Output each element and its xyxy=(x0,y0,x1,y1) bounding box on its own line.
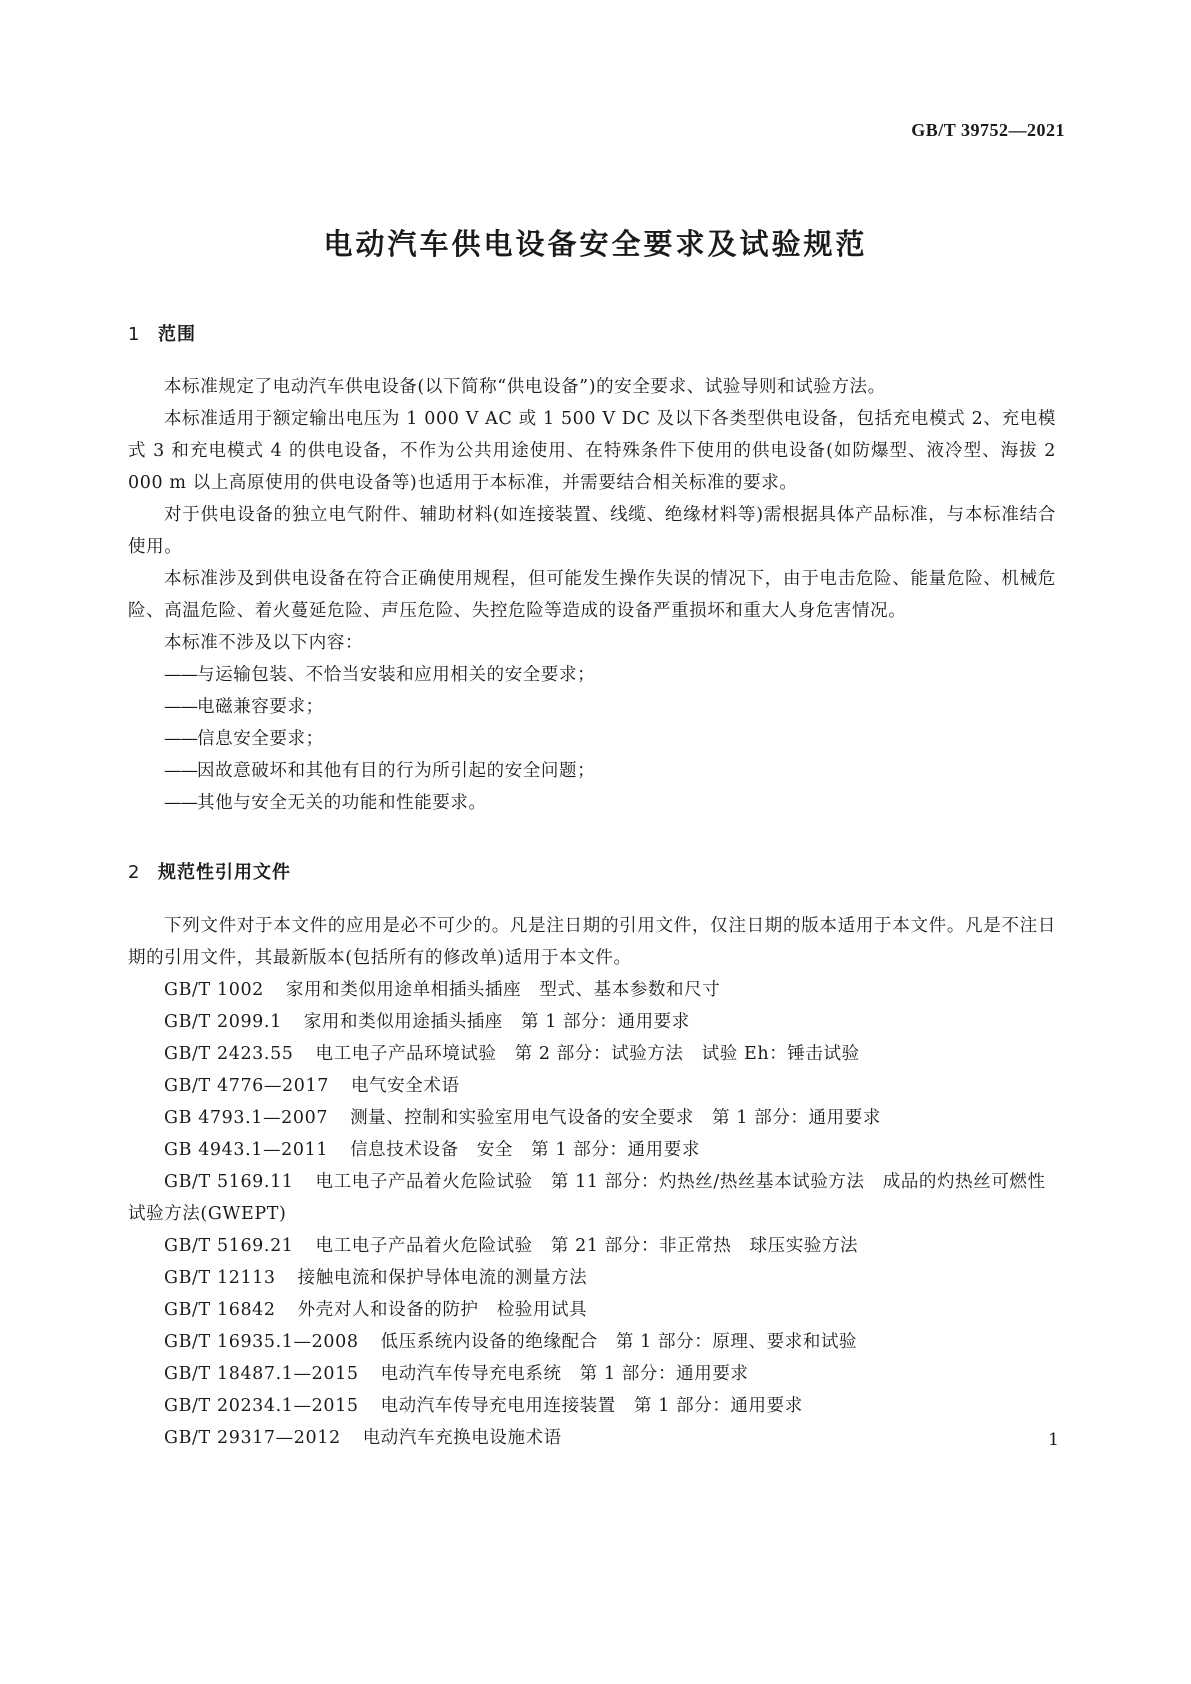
reference-item xyxy=(128,1326,1056,1358)
scope-paragraph: 本标准不涉及以下内容： xyxy=(164,633,364,653)
reference-code: GB/T 16842 xyxy=(164,1300,276,1320)
reference-code: GB/T 5169.11 xyxy=(164,1172,294,1192)
dash-marker: —— xyxy=(164,761,197,781)
reference-title: 家用和类似用途单相插头插座 型式、基本参数和尺寸 xyxy=(285,980,721,1000)
reference-item xyxy=(128,1294,1056,1326)
document-title: 电动汽车供电设备安全要求及试验规范 xyxy=(323,227,868,261)
reference-code: GB/T 29317—2012 xyxy=(164,1428,341,1448)
scope-paragraph: 本标准涉及到供电设备在符合正确使用规程，但可能发生操作失误的情况下，由于电击危险、能量危险、机械危险、高温危险、着火蔓延危险、声压危险、失控危险等造成的设备严重损坏和重大人身危害情况。 xyxy=(128,569,1056,621)
reference-item xyxy=(128,1006,1056,1038)
reference-title: 电动汽车传导充电系统 第 1 部分：通用要求 xyxy=(380,1364,749,1384)
standard-code-header: GB/T 39752—2021 xyxy=(911,120,1065,140)
section-2-content xyxy=(128,910,1056,1454)
exclusion-item xyxy=(128,723,1056,755)
exclusion-text: 其他与安全无关的功能和性能要求。 xyxy=(197,793,487,813)
section-1-content xyxy=(128,371,1056,819)
dash-marker: —— xyxy=(164,729,197,749)
reference-list xyxy=(128,974,1056,1454)
exclusion-item xyxy=(128,659,1056,691)
reference-title: 电动汽车充换电设施术语 xyxy=(362,1428,562,1448)
reference-code: GB/T 4776—2017 xyxy=(164,1076,329,1096)
reference-code: GB/T 2099.1 xyxy=(164,1012,282,1032)
reference-item xyxy=(128,1070,1056,1102)
reference-item xyxy=(128,1038,1056,1070)
reference-item xyxy=(128,1102,1056,1134)
reference-title: 电气安全术语 xyxy=(350,1076,460,1096)
exclusion-text: 因故意破坏和其他有目的行为所引起的安全问题； xyxy=(197,761,596,781)
reference-title: 低压系统内设备的绝缘配合 第 1 部分：原理、要求和试验 xyxy=(380,1332,858,1352)
reference-title: 家用和类似用途插头插座 第 1 部分：通用要求 xyxy=(303,1012,690,1032)
section-1-number: 1 xyxy=(128,324,141,345)
reference-title: 信息技术设备 安全 第 1 部分：通用要求 xyxy=(350,1140,700,1160)
reference-title: 电工电子产品环境试验 第 2 部分：试验方法 试验 Eh：锤击试验 xyxy=(315,1044,860,1064)
reference-item xyxy=(128,1230,1056,1262)
reference-code: GB/T 20234.1—2015 xyxy=(164,1396,359,1416)
reference-code: GB/T 12113 xyxy=(164,1268,276,1288)
reference-item xyxy=(128,1422,1056,1454)
section-2-number: 2 xyxy=(128,862,141,883)
exclusion-item xyxy=(128,691,1056,723)
scope-paragraph: 本标准规定了电动汽车供电设备(以下简称“供电设备”)的安全要求、试验导则和试验方法。 xyxy=(164,377,886,397)
section-2-heading xyxy=(128,858,291,884)
section-1-heading xyxy=(128,320,196,346)
reference-code: GB 4793.1—2007 xyxy=(164,1108,329,1128)
dash-marker: —— xyxy=(164,793,197,813)
reference-title: 接触电流和保护导体电流的测量方法 xyxy=(297,1268,588,1288)
reference-code: GB/T 2423.55 xyxy=(164,1044,294,1064)
reference-title: 电工电子产品着火危险试验 第 11 部分：灼热丝/热丝基本试验方法 成品的灼热丝可燃性试验方法(GWEPT) xyxy=(128,1172,1046,1224)
reference-title: 外壳对人和设备的防护 检验用试具 xyxy=(297,1300,588,1320)
reference-code: GB/T 5169.21 xyxy=(164,1236,294,1256)
reference-item xyxy=(128,1262,1056,1294)
scope-paragraph: 对于供电设备的独立电气附件、辅助材料(如连接装置、线缆、绝缘材料等)需根据具体产品标准，与本标准结合使用。 xyxy=(128,505,1056,557)
reference-item xyxy=(128,1134,1056,1166)
reference-code: GB/T 18487.1—2015 xyxy=(164,1364,359,1384)
dash-marker: —— xyxy=(164,665,197,685)
references-intro: 下列文件对于本文件的应用是必不可少的。凡是注日期的引用文件，仅注日期的版本适用于本文件。凡是不注日期的引用文件，其最新版本(包括所有的修改单)适用于本文件。 xyxy=(128,916,1056,968)
reference-code: GB/T 1002 xyxy=(164,980,264,1000)
section-1-title: 范围 xyxy=(158,324,196,345)
dash-marker: —— xyxy=(164,697,197,717)
exclusion-text: 与运输包装、不恰当安装和应用相关的安全要求； xyxy=(197,665,596,685)
page-number: 1 xyxy=(1048,1430,1059,1450)
exclusion-item xyxy=(128,755,1056,787)
reference-code: GB/T 16935.1—2008 xyxy=(164,1332,359,1352)
reference-title: 电工电子产品着火危险试验 第 21 部分：非正常热 球压实验方法 xyxy=(315,1236,859,1256)
reference-item xyxy=(128,974,1056,1006)
section-2-title: 规范性引用文件 xyxy=(158,862,291,883)
exclusion-item xyxy=(128,787,1056,819)
reference-item xyxy=(128,1358,1056,1390)
exclusion-text: 电磁兼容要求； xyxy=(197,697,324,717)
reference-item xyxy=(128,1166,1056,1230)
reference-title: 测量、控制和实验室用电气设备的安全要求 第 1 部分：通用要求 xyxy=(350,1108,881,1128)
reference-code: GB 4943.1—2011 xyxy=(164,1140,329,1160)
scope-paragraph: 本标准适用于额定输出电压为 1 000 V AC 或 1 500 V DC 及以下各类型供电设备，包括充电模式 2、充电模式 3 和充电模式 4 的供电设备，不作为公共用途使用、在特殊条件下使用的供电设备(如防爆型、液冷型、海拔 2 000 m 以上高原使用的供电设备等)也适用于本标准，并需要结合相关标准的要求。 xyxy=(128,409,1056,493)
reference-item xyxy=(128,1390,1056,1422)
reference-title: 电动汽车传导充电用连接装置 第 1 部分：通用要求 xyxy=(380,1396,803,1416)
exclusion-text: 信息安全要求； xyxy=(197,729,324,749)
